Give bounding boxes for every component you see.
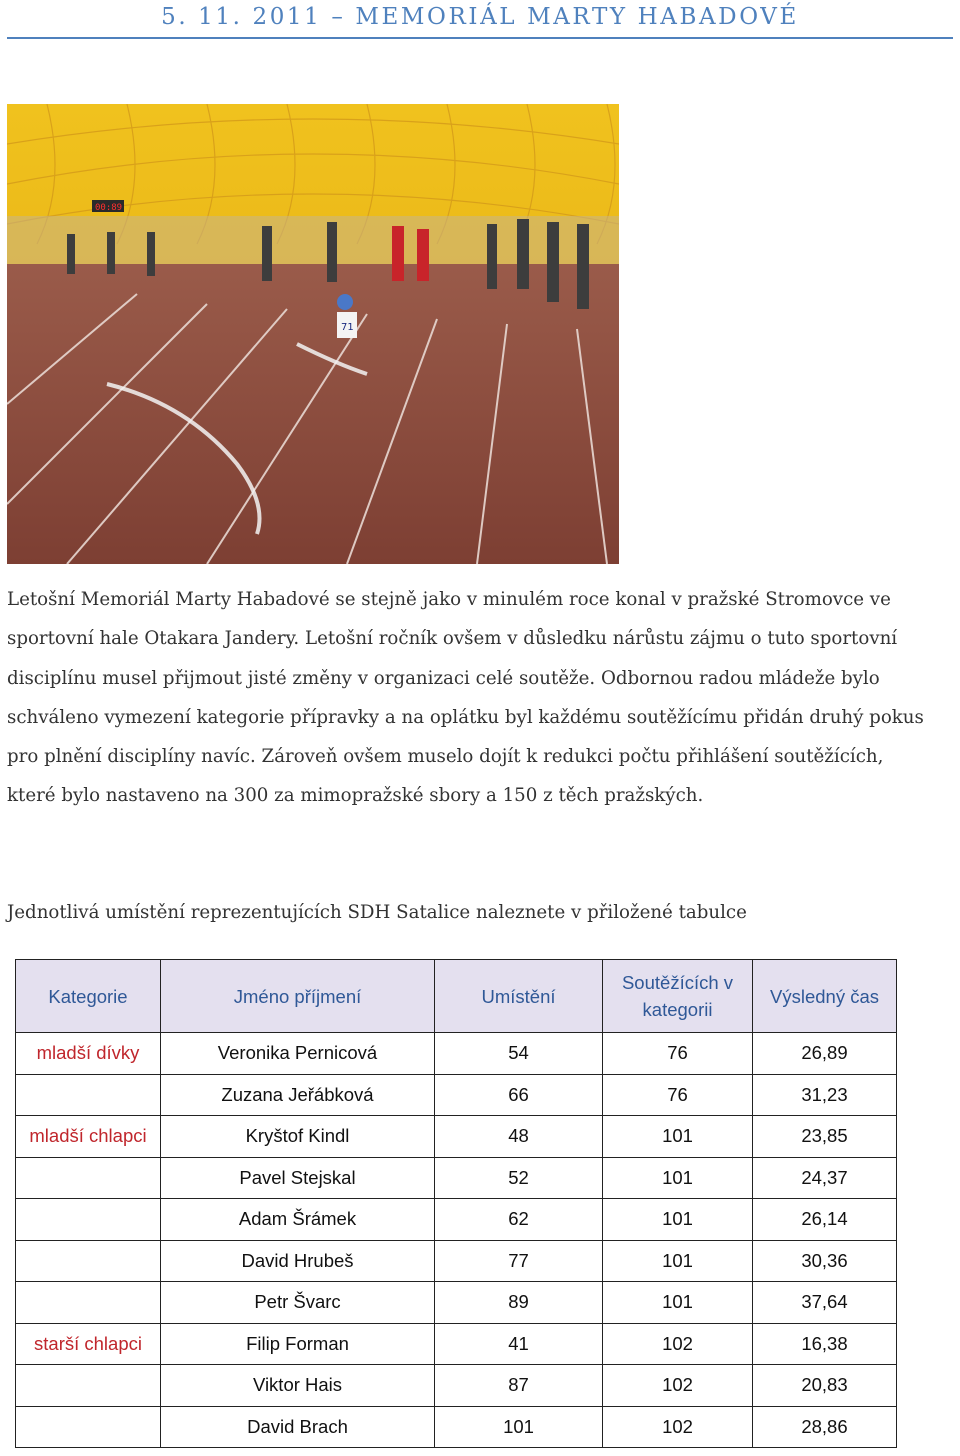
article-line: sportovní hale Otakara Jandery. Letošní ročník ovšem v důsledku nárůstu zájmu o tuto sportovní — [7, 628, 898, 650]
column-header-competitors-line2: kategorii — [642, 999, 713, 1020]
cell-competitors: 101 — [603, 1157, 753, 1199]
table-row — [16, 1240, 897, 1282]
cell-competitors: 102 — [603, 1323, 753, 1365]
article-line: které bylo nastaveno na 300 za mimopražské sbory a 150 z těch pražských. — [7, 785, 704, 807]
cell-time: 16,38 — [753, 1323, 897, 1365]
cell-name: Veronika Pernicová — [161, 1033, 435, 1075]
cell-time: 31,23 — [753, 1074, 897, 1116]
cell-place: 41 — [435, 1323, 603, 1365]
cell-category — [16, 1240, 161, 1282]
column-header-place: Umístění — [435, 960, 603, 1033]
cell-category: mladší chlapci — [16, 1116, 161, 1158]
cell-name: Kryštof Kindl — [161, 1116, 435, 1158]
cell-competitors: 101 — [603, 1116, 753, 1158]
table-row — [16, 1116, 897, 1158]
table-row — [16, 1282, 897, 1324]
column-header-competitors-line1: Soutěžících v — [621, 972, 734, 993]
cell-category — [16, 1074, 161, 1116]
table-row — [16, 1199, 897, 1241]
table-header-row — [16, 960, 897, 1033]
cell-category — [16, 1282, 161, 1324]
cell-category — [16, 1199, 161, 1241]
cell-time: 30,36 — [753, 1240, 897, 1282]
cell-time: 28,86 — [753, 1406, 897, 1448]
cell-time: 24,37 — [753, 1157, 897, 1199]
cell-place: 77 — [435, 1240, 603, 1282]
cell-place: 52 — [435, 1157, 603, 1199]
cell-competitors: 101 — [603, 1199, 753, 1241]
cell-category — [16, 1365, 161, 1407]
competition-photo — [7, 104, 619, 564]
table-row — [16, 1365, 897, 1407]
cell-time: 23,85 — [753, 1116, 897, 1158]
cell-place: 66 — [435, 1074, 603, 1116]
cell-time: 37,64 — [753, 1282, 897, 1324]
table-row — [16, 1033, 897, 1075]
article-paragraph — [7, 580, 957, 816]
table-intro-text: Jednotlivá umístění reprezentujících SDH Satalice naleznete v přiložené tabulce — [7, 902, 747, 923]
cell-name: Adam Šrámek — [161, 1199, 435, 1241]
article-line: Letošní Memoriál Marty Habadové se stejně jako v minulém roce konal v pražské Stromovce ve — [7, 589, 891, 610]
column-header-name: Jméno příjmení — [161, 960, 435, 1033]
page-title: 5. 11. 2011 – MEMORIÁL MARTY HABADOVÉ — [161, 4, 799, 30]
cell-name: David Hrubeš — [161, 1240, 435, 1282]
cell-place: 62 — [435, 1199, 603, 1241]
cell-competitors: 101 — [603, 1282, 753, 1324]
cell-time: 26,89 — [753, 1033, 897, 1075]
cell-competitors: 101 — [603, 1240, 753, 1282]
cell-name: David Brach — [161, 1406, 435, 1448]
cell-category: mladší dívky — [16, 1033, 161, 1075]
cell-competitors: 76 — [603, 1033, 753, 1075]
column-header-competitors — [603, 960, 753, 1033]
cell-name: Filip Forman — [161, 1323, 435, 1365]
article-line: disciplínu musel přijmout jisté změny v organizaci celé soutěže. Odbornou radou mládeže bylo — [7, 667, 880, 689]
cell-place: 89 — [435, 1282, 603, 1324]
cell-competitors: 102 — [603, 1406, 753, 1448]
cell-place: 101 — [435, 1406, 603, 1448]
cell-competitors: 102 — [603, 1365, 753, 1407]
cell-place: 48 — [435, 1116, 603, 1158]
cell-name: Pavel Stejskal — [161, 1157, 435, 1199]
svg-text:71: 71 — [341, 322, 354, 333]
cell-time: 20,83 — [753, 1365, 897, 1407]
cell-category — [16, 1157, 161, 1199]
cell-name: Zuzana Jeřábková — [161, 1074, 435, 1116]
table-row — [16, 1406, 897, 1448]
cell-name: Viktor Hais — [161, 1365, 435, 1407]
results-table — [15, 959, 897, 1448]
table-row — [16, 1074, 897, 1116]
article-line: pro plnění disciplíny navíc. Zároveň ovšem muselo dojít k redukci počtu přihlášení soutěžících, — [7, 746, 884, 768]
cell-place: 54 — [435, 1033, 603, 1075]
table-row — [16, 1323, 897, 1365]
article-line: schváleno vymezení kategorie přípravky a na oplátku byl každému soutěžícímu přidán druhý pokus — [7, 706, 924, 728]
cell-category: starší chlapci — [16, 1323, 161, 1365]
cell-place: 87 — [435, 1365, 603, 1407]
title-underline — [7, 37, 953, 39]
column-header-category: Kategorie — [16, 960, 161, 1033]
cell-competitors: 76 — [603, 1074, 753, 1116]
cell-category — [16, 1406, 161, 1448]
table-row — [16, 1157, 897, 1199]
cell-name: Petr Švarc — [161, 1282, 435, 1324]
svg-text:00:89: 00:89 — [95, 203, 123, 213]
column-header-time: Výsledný čas — [753, 960, 897, 1033]
cell-time: 26,14 — [753, 1199, 897, 1241]
